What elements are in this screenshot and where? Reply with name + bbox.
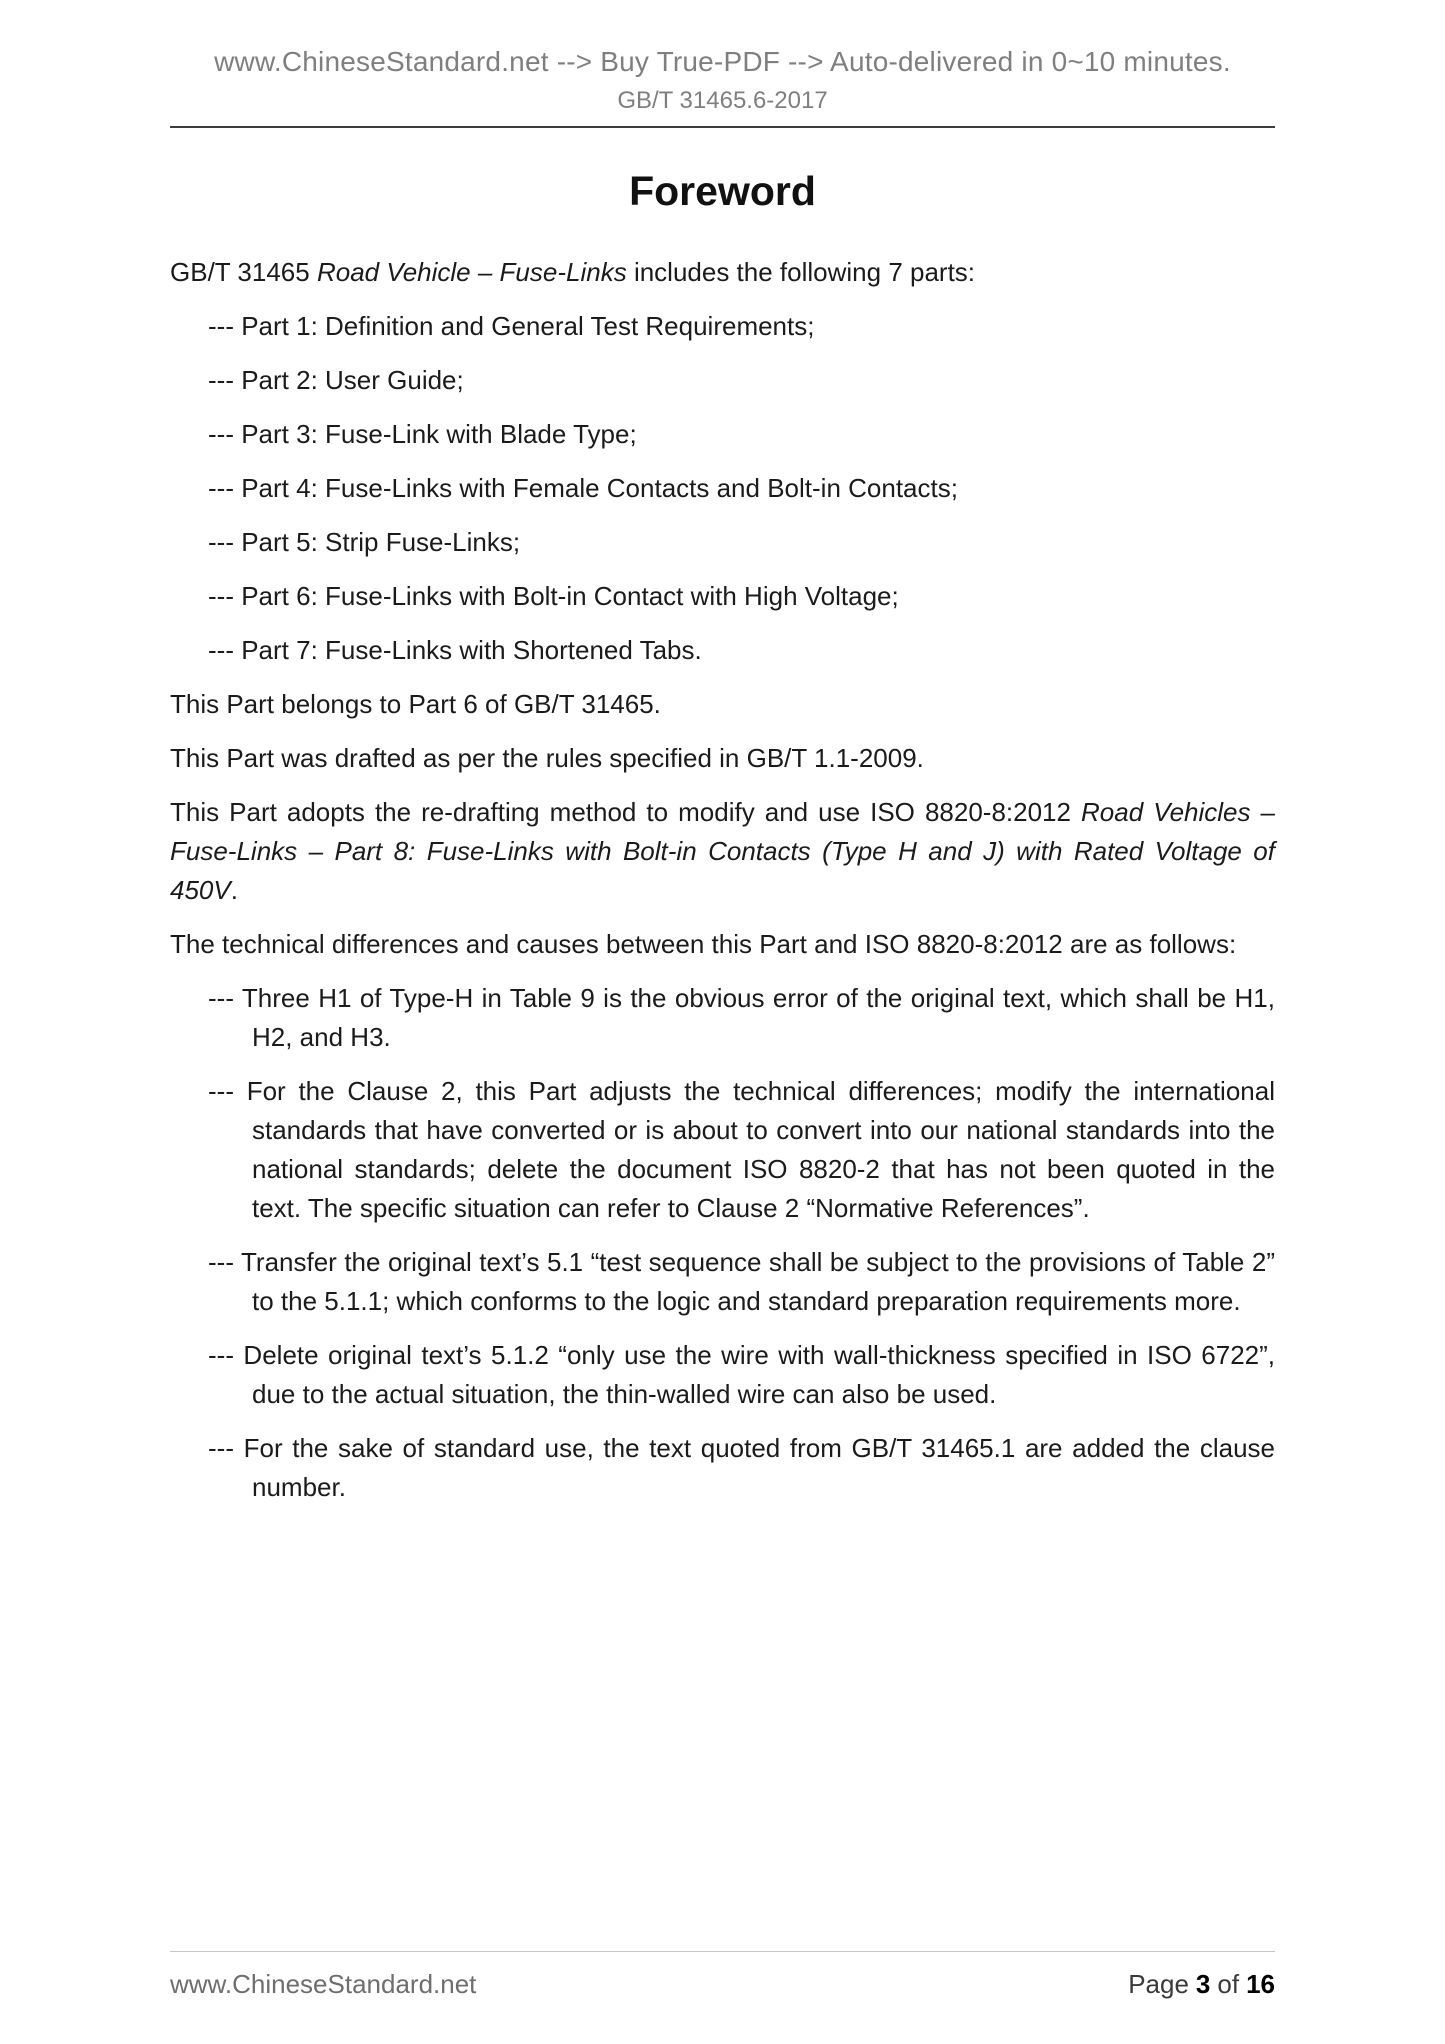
list-item	[170, 1243, 1275, 1321]
text-run: --- For the sake of standard use, the text quoted from GB/T 31465.1 are added the clause number.	[208, 1433, 1275, 1502]
paragraph	[170, 925, 1275, 964]
header-rule	[170, 126, 1275, 128]
list-item	[170, 469, 1275, 508]
document-body	[170, 253, 1275, 1507]
text-run: --- Three H1 of Type-H in Table 9 is the obvious error of the original text, which shall be H1, H2, and H3.	[208, 983, 1275, 1052]
paragraph	[170, 253, 1275, 292]
paragraph	[170, 793, 1275, 910]
list-item	[170, 1429, 1275, 1507]
text-run: --- Part 3: Fuse-Link with Blade Type;	[208, 419, 637, 449]
text-run: --- Transfer the original text’s 5.1 “test sequence shall be subject to the provisions of Table 2” to the 5.1.1; which conforms to the logic and standard preparation requirements more.	[208, 1247, 1275, 1316]
list-item	[170, 577, 1275, 616]
list-item	[170, 415, 1275, 454]
text-run: --- Part 6: Fuse-Links with Bolt-in Contact with High Voltage;	[208, 581, 899, 611]
page-total: 16	[1246, 1969, 1275, 1999]
list-item	[170, 1336, 1275, 1414]
italic-text-run: Road Vehicles – Fuse-Links – Part 8: Fuse-Links with Bolt-in Contacts (Type H and J) with Rated Voltage of 450V	[170, 797, 1275, 905]
page-label: Page	[1128, 1969, 1189, 1999]
text-run: This Part adopts the re-drafting method to modify and use ISO 8820-8:2012	[170, 797, 1081, 827]
text-run: --- Part 1: Definition and General Test Requirements;	[208, 311, 815, 341]
page-header	[170, 46, 1275, 128]
list-item	[170, 1072, 1275, 1228]
paragraph	[170, 685, 1275, 724]
text-run: The technical differences and causes between this Part and ISO 8820-8:2012 are as follows:	[170, 929, 1237, 959]
list-item	[170, 361, 1275, 400]
paragraph	[170, 739, 1275, 778]
page-footer	[170, 1951, 1275, 2000]
text-run: --- Part 2: User Guide;	[208, 365, 464, 395]
text-run: --- Delete original text’s 5.1.2 “only use the wire with wall-thickness specified in ISO 6722”, due to the actual situation, the thin-walled wire can also be used.	[208, 1340, 1275, 1409]
list-item	[170, 307, 1275, 346]
list-item	[170, 979, 1275, 1057]
page-title: Foreword	[629, 168, 816, 214]
text-run: includes the following 7 parts:	[626, 257, 976, 287]
list-item	[170, 523, 1275, 562]
footer-rule	[170, 1951, 1275, 1952]
footer-site-link[interactable]: www.ChineseStandard.net	[170, 1969, 477, 1999]
header-banner-link[interactable]: www.ChineseStandard.net --> Buy True-PDF --> Auto-delivered in 0~10 minutes.	[214, 46, 1231, 77]
text-run: --- Part 7: Fuse-Links with Shortened Tabs.	[208, 635, 702, 665]
text-run: --- For the Clause 2, this Part adjusts the technical differences; modify the international standards that have converted or is about to convert into our national standards into the national standards; delete the document ISO 8820-2 that has not been quoted in the text. The specific situation can refer to Clause 2 “Normative References”.	[208, 1076, 1275, 1223]
text-run: This Part was drafted as per the rules specified in GB/T 1.1-2009.	[170, 743, 924, 773]
text-run: --- Part 4: Fuse-Links with Female Contacts and Bolt-in Contacts;	[208, 473, 958, 503]
doc-number: GB/T 31465.6-2017	[617, 87, 828, 114]
page-indicator	[1128, 1969, 1275, 2000]
page-current: 3	[1195, 1969, 1211, 1999]
text-run: GB/T 31465	[170, 257, 317, 287]
footer-row	[170, 1969, 1275, 2000]
text-run: --- Part 5: Strip Fuse-Links;	[208, 527, 521, 557]
text-run: This Part belongs to Part 6 of GB/T 31465.	[170, 689, 661, 719]
text-run: .	[230, 875, 238, 905]
italic-text-run: Road Vehicle – Fuse-Links	[316, 257, 627, 287]
list-item	[170, 631, 1275, 670]
page-of-label: of	[1217, 1969, 1240, 1999]
